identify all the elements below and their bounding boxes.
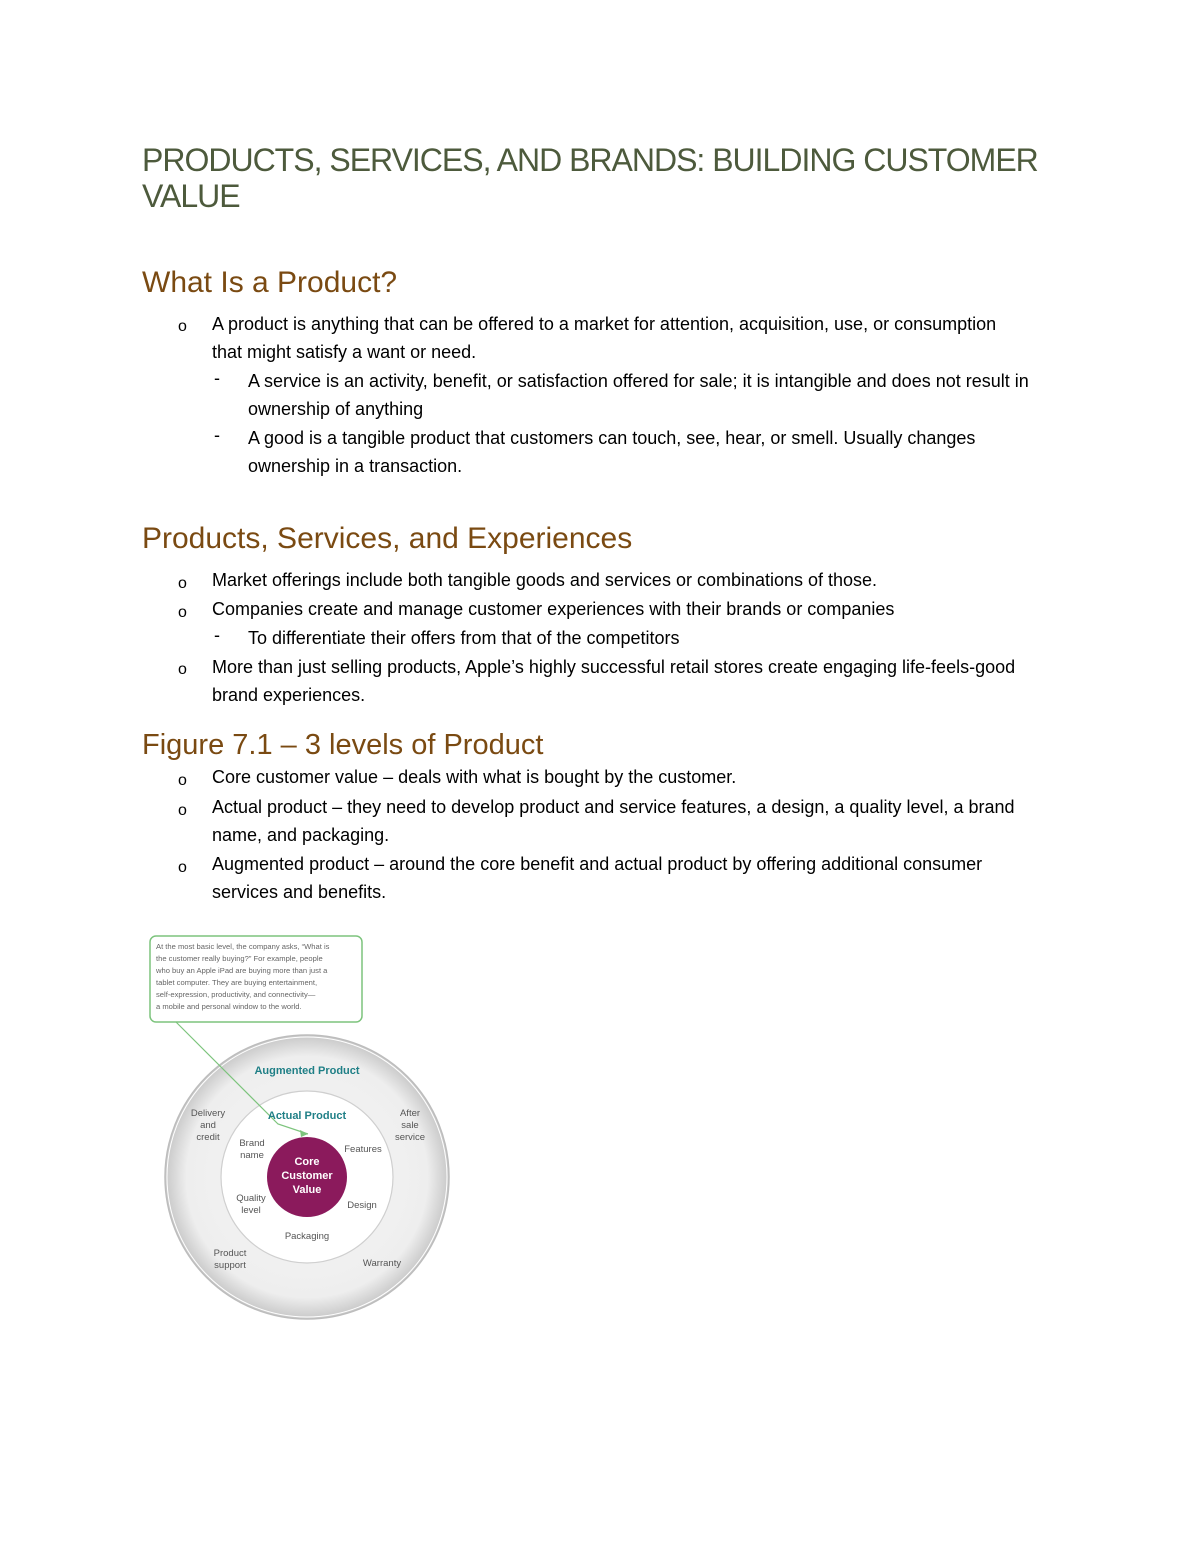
brand-name-label: name bbox=[240, 1150, 264, 1161]
sub-list-item: To differentiate their offers from that of the competitors bbox=[248, 628, 680, 648]
bullet-icon: o bbox=[178, 772, 187, 789]
bullet-icon: o bbox=[178, 575, 187, 592]
after-sale-service-label: sale bbox=[401, 1120, 419, 1131]
packaging-label: Packaging bbox=[284, 1231, 330, 1242]
list-item: A product is anything that can be offered to a market for attention, acquisition, use, or consumption that might satisfy a want or need. bbox=[212, 314, 997, 362]
warranty-label: Warranty bbox=[362, 1258, 402, 1269]
actual-product-label: Actual Product bbox=[267, 1110, 347, 1122]
dash-icon: - bbox=[214, 425, 220, 445]
bullet-icon: o bbox=[178, 604, 187, 621]
callout-line: tablet computer. They are buying entertainment, bbox=[156, 978, 318, 987]
callout-line: a mobile and personal window to the world. bbox=[156, 1002, 302, 1011]
bullet-icon: o bbox=[178, 318, 187, 335]
sub-list-item: A good is a tangible product that customers can touch, see, hear, or smell. Usually changes ownership in a transaction. bbox=[248, 428, 976, 476]
heading-products-services-experiences: Products, Services, and Experiences bbox=[142, 522, 633, 555]
list-item: More than just selling products, Apple’s highly successful retail stores create engaging life-feels-good brand experiences. bbox=[212, 657, 1016, 705]
list-item: Actual product – they need to develop product and service features, a design, a quality level, a brand name, and packaging. bbox=[212, 797, 1015, 845]
list-item: Augmented product – around the core benefit and actual product by offering additional consumer services and benefits. bbox=[212, 854, 983, 902]
after-sale-service-label: After bbox=[399, 1108, 421, 1119]
list-item: Companies create and manage customer experiences with their brands or companies bbox=[212, 599, 895, 619]
svg-text:Customer: Customer bbox=[281, 1170, 333, 1182]
svg-text:Value: Value bbox=[292, 1184, 322, 1196]
quality-level-label: level bbox=[241, 1205, 261, 1216]
bullet-icon: o bbox=[178, 802, 187, 819]
callout-line: self-expression, productivity, and connectivity— bbox=[156, 990, 316, 999]
delivery-credit-label: and bbox=[200, 1120, 216, 1131]
heading-figure-7-1: Figure 7.1 – 3 levels of Product bbox=[142, 729, 544, 761]
callout-line: At the most basic level, the company asks, “What is bbox=[156, 942, 330, 951]
augmented-product-label: Augmented Product bbox=[254, 1065, 360, 1077]
quality-level-label: Quality bbox=[236, 1193, 266, 1204]
design-label: Design bbox=[347, 1200, 377, 1211]
product-support-label: support bbox=[214, 1260, 246, 1271]
bullet-icon: o bbox=[178, 661, 187, 678]
delivery-credit-label: Delivery bbox=[190, 1108, 226, 1119]
bullet-icon: o bbox=[178, 859, 187, 876]
after-sale-service-label: service bbox=[394, 1132, 426, 1143]
product-support-label: Product bbox=[213, 1248, 247, 1259]
dash-icon: - bbox=[214, 625, 220, 645]
features-label: Features bbox=[344, 1144, 382, 1155]
callout-line: the customer really buying?” For example, people bbox=[156, 954, 323, 963]
three-levels-of-product-diagram bbox=[148, 934, 468, 1326]
dash-icon: - bbox=[214, 368, 220, 388]
list-item: Market offerings include both tangible goods and services or combinations of those. bbox=[212, 570, 878, 590]
sub-list-item: A service is an activity, benefit, or satisfaction offered for sale; it is intangible and does not result in ownership of anything bbox=[248, 371, 1029, 419]
document-title: PRODUCTS, SERVICES, AND BRANDS: BUILDING CUSTOMER VALUE bbox=[142, 142, 1038, 214]
callout-line: who buy an Apple iPad are buying more than just a bbox=[156, 966, 328, 975]
heading-what-is-a-product: What Is a Product? bbox=[142, 266, 398, 299]
list-item: Core customer value – deals with what is bought by the customer. bbox=[212, 767, 737, 787]
svg-text:Core: Core bbox=[294, 1156, 320, 1168]
delivery-credit-label: credit bbox=[196, 1132, 220, 1143]
brand-name-label: Brand bbox=[239, 1138, 265, 1149]
